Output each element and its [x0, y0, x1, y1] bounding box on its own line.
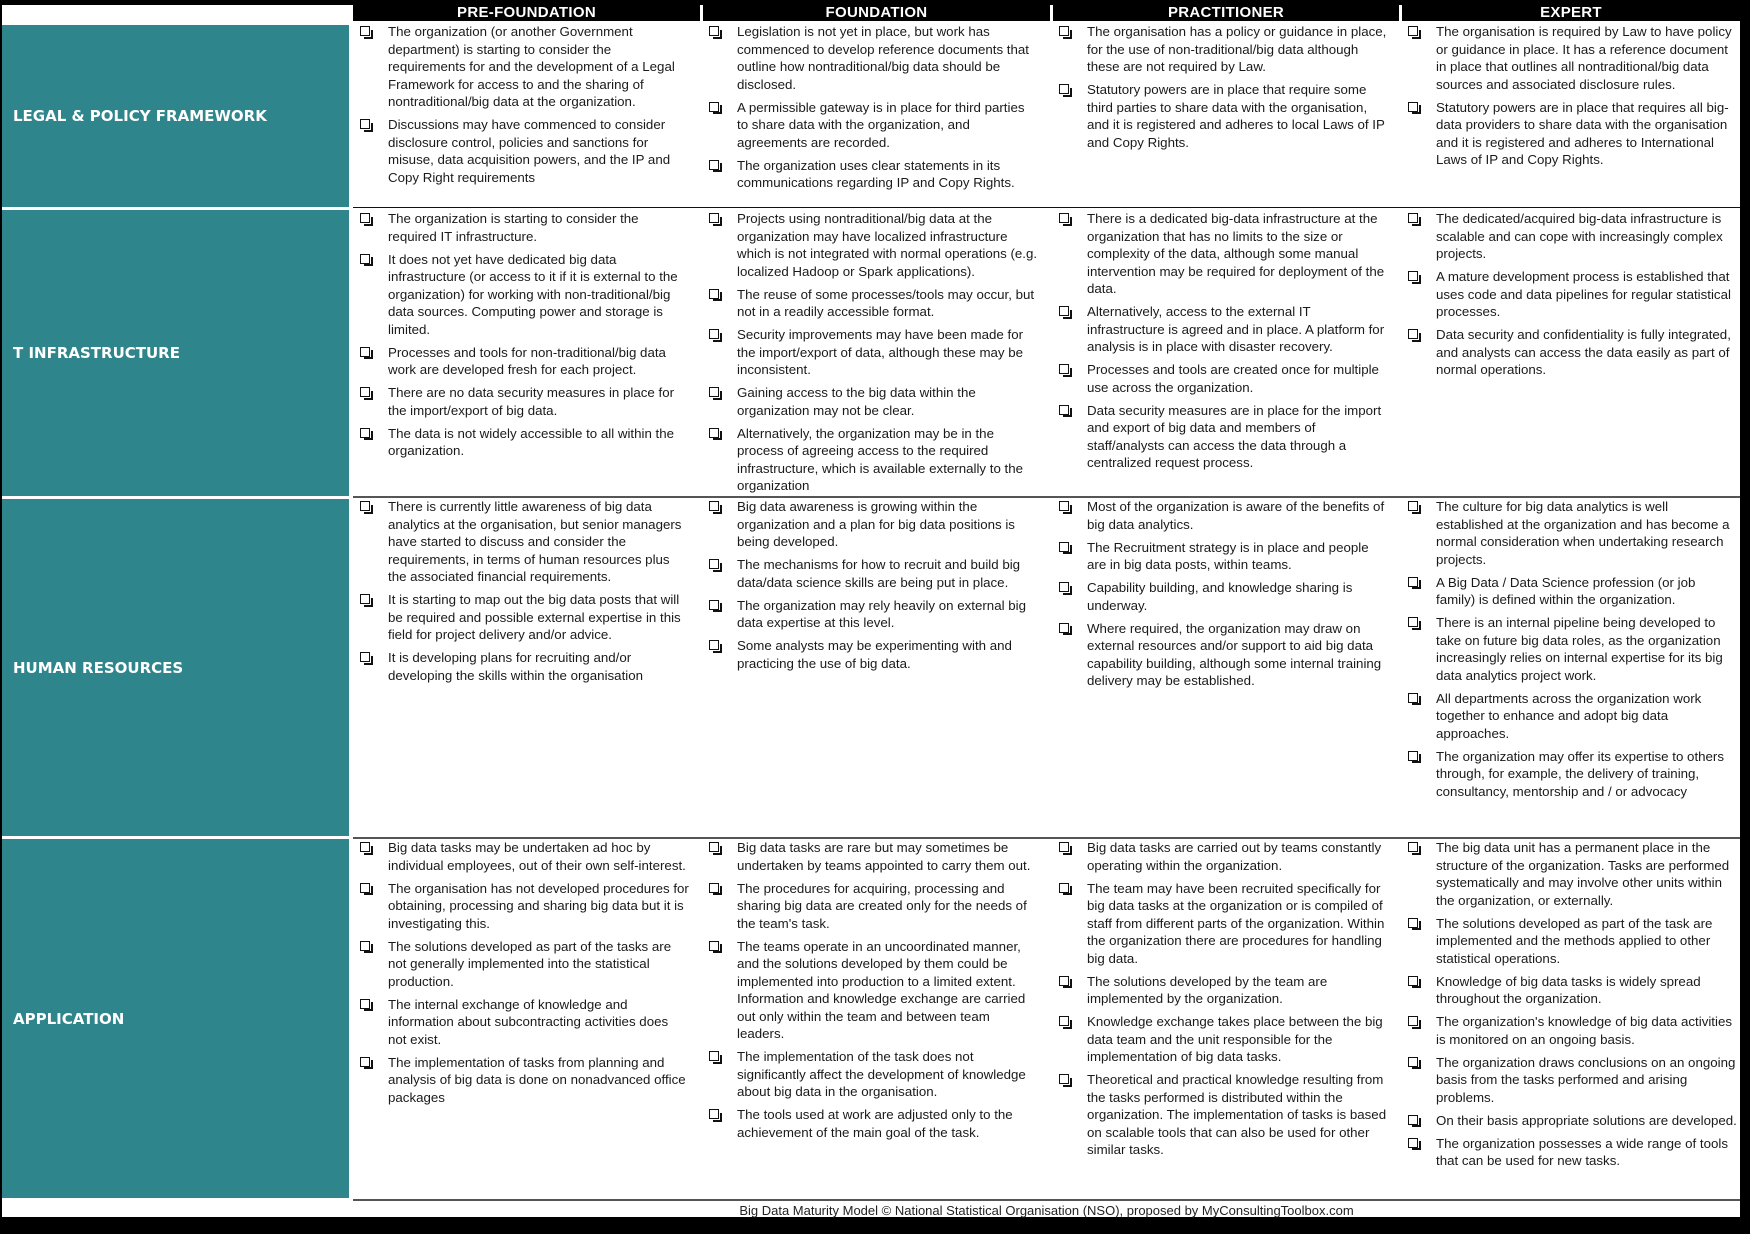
checklist-item[interactable]: A Big Data / Data Science profession (or job family) is defined within the organization. — [1408, 574, 1738, 609]
checkbox-icon[interactable] — [1059, 1016, 1069, 1026]
row-label-text: T INFRASTRUCTURE — [13, 344, 180, 362]
checkbox-icon[interactable] — [1408, 577, 1418, 587]
checkbox-icon[interactable] — [1408, 213, 1418, 223]
checklist-item[interactable]: The implementation of tasks from planning and analysis of big data is done on nonadvanced office packages — [360, 1054, 690, 1107]
cell-application-practitioner — [1059, 839, 1389, 1164]
row-label-application — [2, 839, 349, 1198]
checkbox-icon[interactable] — [1059, 26, 1069, 36]
checkbox-icon[interactable] — [709, 501, 719, 511]
checklist-item[interactable]: The organisation has not developed procedures for obtaining, processing and sharing big data but it is investigating this. — [360, 880, 690, 933]
checklist-item[interactable]: It is starting to map out the big data posts that will be required and possible external expertise in this field for project delivery and/or advice. — [360, 591, 690, 644]
checkbox-icon[interactable] — [1059, 976, 1069, 986]
checklist-item[interactable]: The team may have been recruited specifically for big data tasks at the organization or is compiled of staff from different parts of the organization. Within the organization there are procedures for handling big data. — [1059, 880, 1389, 968]
checklist-item[interactable]: Capability building, and knowledge sharing is underway. — [1059, 579, 1389, 614]
checklist-item[interactable]: Big data awareness is growing within the organization and a plan for big data positions is being developed. — [709, 498, 1039, 551]
cell-it-foundation — [709, 210, 1039, 500]
row-label-text: LEGAL & POLICY FRAMEWORK — [13, 107, 267, 125]
checkbox-icon[interactable] — [1408, 976, 1418, 986]
checkbox-icon[interactable] — [709, 102, 719, 112]
cell-it-pre-foundation — [360, 210, 690, 465]
cell-legal-expert — [1408, 23, 1738, 174]
checkbox-icon[interactable] — [1408, 329, 1418, 339]
cell-legal-pre-foundation — [360, 23, 690, 192]
checklist-item[interactable]: Big data tasks are rare but may sometimes be undertaken by teams appointed to carry them out. — [709, 839, 1039, 874]
checklist-item[interactable]: Where required, the organization may draw on external resources and/or support to aid big data capability building, although some internal training delivery may be established. — [1059, 620, 1389, 690]
checkbox-icon[interactable] — [360, 1057, 370, 1067]
checkbox-icon[interactable] — [1059, 842, 1069, 852]
checkbox-icon[interactable] — [360, 428, 370, 438]
checkbox-icon[interactable] — [1059, 623, 1069, 633]
cell-hr-pre-foundation — [360, 498, 690, 690]
maturity-model-page — [2, 5, 1740, 1217]
copyright-footer: Big Data Maturity Model © National Statistical Organisation (NSO), proposed by MyConsultingToolbox.com — [739, 1203, 1354, 1218]
cell-hr-foundation — [709, 498, 1039, 678]
checkbox-icon[interactable] — [1408, 102, 1418, 112]
cell-legal-foundation — [709, 23, 1039, 197]
checkbox-icon[interactable] — [360, 999, 370, 1009]
checklist-item[interactable]: Statutory powers are in place that require some third parties to share data with the organisation, and it is registered and adheres to local Laws of IP and Copy Rights. — [1059, 81, 1389, 151]
checklist-item[interactable]: Alternatively, the organization may be in the process of agreeing access to the required infrastructure, which is available externally to the organization — [709, 425, 1039, 495]
row-label-text: HUMAN RESOURCES — [13, 658, 184, 677]
checkbox-icon[interactable] — [1408, 1115, 1418, 1125]
checklist-item[interactable]: Alternatively, access to the external IT infrastructure is agreed and in place. A platform for analysis is in place with disaster recovery. — [1059, 303, 1389, 356]
checklist-item[interactable]: The culture for big data analytics is well established at the organization and has become a normal consideration when undertaking research projects. — [1408, 498, 1738, 568]
checkbox-icon[interactable] — [709, 213, 719, 223]
checkbox-icon[interactable] — [709, 26, 719, 36]
checkbox-icon[interactable] — [1408, 1016, 1418, 1026]
checkbox-icon[interactable] — [709, 559, 719, 569]
checklist-item[interactable]: The internal exchange of knowledge and information about subcontracting activities does not exist. — [360, 996, 690, 1049]
checklist-item[interactable]: The organization possesses a wide range of tools that can be used for new tasks. — [1408, 1135, 1738, 1170]
checklist-item[interactable]: It does not yet have dedicated big data infrastructure (or access to it if it is external to the organization) for working with non-traditional/big data sources. Computing power and storage is limited. — [360, 251, 690, 339]
checkbox-icon[interactable] — [1059, 405, 1069, 415]
checkbox-icon[interactable] — [360, 883, 370, 893]
column-header-pre-foundation: PRE-FOUNDATION — [457, 4, 596, 21]
checklist-item[interactable]: There is an internal pipeline being developed to take on future big data roles, as the organization increasingly relies on internal expertise for its big data analytics project work. — [1408, 614, 1738, 684]
checklist-item[interactable]: The mechanisms for how to recruit and build big data/data science skills are being put in place. — [709, 556, 1039, 591]
checklist-item[interactable]: The dedicated/acquired big-data infrastructure is scalable and can cope with increasingly complex projects. — [1408, 210, 1738, 263]
checkbox-icon[interactable] — [1408, 842, 1418, 852]
checklist-item[interactable]: The procedures for acquiring, processing and sharing big data are created only for the needs of the team's task. — [709, 880, 1039, 933]
checkbox-icon[interactable] — [709, 387, 719, 397]
checkbox-icon[interactable] — [1408, 271, 1418, 281]
checkbox-icon[interactable] — [360, 652, 370, 662]
checklist-item[interactable]: The organization is starting to consider the required IT infrastructure. — [360, 210, 690, 245]
checkbox-icon[interactable] — [1408, 751, 1418, 761]
cell-hr-expert — [1408, 498, 1738, 806]
cell-application-pre-foundation — [360, 839, 690, 1112]
checklist-item[interactable]: A permissible gateway is in place for third parties to share data with the organization, and agreements are recorded. — [709, 99, 1039, 152]
checkbox-icon[interactable] — [360, 347, 370, 357]
checkbox-icon[interactable] — [1059, 582, 1069, 592]
checkbox-icon[interactable] — [709, 428, 719, 438]
checkbox-icon[interactable] — [1408, 693, 1418, 703]
checklist-item[interactable]: The implementation of the task does not significantly affect the development of knowledge about big data in the organisation. — [709, 1048, 1039, 1101]
checklist-item[interactable]: The organisation has a policy or guidance in place, for the use of non-traditional/big data although these are not required by Law. — [1059, 23, 1389, 76]
checklist-item[interactable]: The organization uses clear statements in its communications regarding IP and Copy Rights. — [709, 157, 1039, 192]
checkbox-icon[interactable] — [1408, 617, 1418, 627]
checklist-item[interactable]: The organization may rely heavily on external big data expertise at this level. — [709, 597, 1039, 632]
checkbox-icon[interactable] — [1408, 501, 1418, 511]
checkbox-icon[interactable] — [1059, 501, 1069, 511]
checklist-item[interactable]: The organisation is required by Law to have policy or guidance in place. It has a reference document in place that outlines all nontraditional/big data sources and associated disclosure rules. — [1408, 23, 1738, 93]
checklist-item[interactable]: Gaining access to the big data within the organization may not be clear. — [709, 384, 1039, 419]
checkbox-icon[interactable] — [360, 842, 370, 852]
checkbox-icon[interactable] — [709, 329, 719, 339]
checklist-item[interactable]: The organization may offer its expertise to others through, for example, the delivery of training, consultancy, mentorship and / or advocacy — [1408, 748, 1738, 801]
column-header-expert: EXPERT — [1540, 4, 1602, 21]
checkbox-icon[interactable] — [709, 941, 719, 951]
checkbox-icon[interactable] — [1059, 364, 1069, 374]
checklist-item[interactable]: The data is not widely accessible to all within the organization. — [360, 425, 690, 460]
checkbox-icon[interactable] — [360, 213, 370, 223]
checkbox-icon[interactable] — [709, 640, 719, 650]
cell-hr-practitioner — [1059, 498, 1389, 695]
checklist-item[interactable]: Some analysts may be experimenting with and practicing the use of big data. — [709, 637, 1039, 672]
checklist-item[interactable]: The organization's knowledge of big data activities is monitored on an ongoing basis. — [1408, 1013, 1738, 1048]
row-divider — [353, 207, 1740, 208]
checkbox-icon[interactable] — [709, 883, 719, 893]
row-label-human-resources — [2, 499, 349, 836]
checklist-item[interactable]: Data security measures are in place for the import and export of big data and members of staff/analysts can access the data through a centralized request process. — [1059, 402, 1389, 472]
checkbox-icon[interactable] — [1408, 1138, 1418, 1148]
checkbox-icon[interactable] — [360, 119, 370, 129]
checklist-item[interactable]: The solutions developed as part of the tasks are not generally implemented into the statistical production. — [360, 938, 690, 991]
checklist-item[interactable]: Knowledge exchange takes place between the big data team and the unit responsible for the implementation of big data tasks. — [1059, 1013, 1389, 1066]
checklist-item[interactable]: Big data tasks may be undertaken ad hoc by individual employees, out of their own self-interest. — [360, 839, 690, 874]
checkbox-icon[interactable] — [709, 600, 719, 610]
cell-application-expert — [1408, 839, 1738, 1175]
checklist-item[interactable]: Processes and tools are created once for multiple use across the organization. — [1059, 361, 1389, 396]
checkbox-icon[interactable] — [709, 1051, 719, 1061]
checklist-item[interactable]: It is developing plans for recruiting and/or developing the skills within the organisation — [360, 649, 690, 684]
checklist-item[interactable]: Most of the organization is aware of the benefits of big data analytics. — [1059, 498, 1389, 533]
row-divider — [353, 1199, 1740, 1201]
column-header-practitioner: PRACTITIONER — [1167, 4, 1285, 21]
checklist-item[interactable]: Security improvements may have been made for the import/export of data, although these may be inconsistent. — [709, 326, 1039, 379]
checklist-item[interactable]: A mature development process is established that uses code and data pipelines for regular statistical processes. — [1408, 268, 1738, 321]
checklist-item[interactable]: Discussions may have commenced to consider disclosure control, policies and sanctions for misuse, data acquisition powers, and the IP and Copy Right requirements — [360, 116, 690, 186]
checklist-item[interactable]: All departments across the organization work together to enhance and adopt big data approaches. — [1408, 690, 1738, 743]
row-label-text: APPLICATION — [13, 1009, 125, 1028]
checklist-item[interactable]: Projects using nontraditional/big data at the organization may have localized infrastructure which is not integrated with normal operations (e.g. localized Hadoop or Spark applications). — [709, 210, 1039, 280]
checklist-item[interactable]: Data security and confidentiality is fully integrated, and analysts can access the data easily as part of normal operations. — [1408, 326, 1738, 379]
checklist-item[interactable]: The organization (or another Government department) is starting to consider the requirements for and the development of a Legal Framework for access to and the sharing of nontraditional/big data at the organization. — [360, 23, 690, 111]
checklist-item[interactable]: Knowledge of big data tasks is widely spread throughout the organization. — [1408, 973, 1738, 1008]
cell-legal-practitioner — [1059, 23, 1389, 157]
cell-it-practitioner — [1059, 210, 1389, 477]
checklist-item[interactable]: The reuse of some processes/tools may occur, but not in a readily accessible format. — [709, 286, 1039, 321]
checkbox-icon[interactable] — [709, 842, 719, 852]
checkbox-icon[interactable] — [1059, 542, 1069, 552]
checkbox-icon[interactable] — [1408, 918, 1418, 928]
checkbox-icon[interactable] — [709, 1109, 719, 1119]
cell-it-expert — [1408, 210, 1738, 384]
checkbox-icon[interactable] — [1059, 1074, 1069, 1084]
checklist-item[interactable]: There is currently little awareness of big data analytics at the organisation, but senior managers have started to discuss and consider the requirements, in terms of human resources plus the associated financial requirements. — [360, 498, 690, 586]
checklist-item[interactable]: Processes and tools for non-traditional/big data work are developed fresh for each project. — [360, 344, 690, 379]
checklist-item[interactable]: On their basis appropriate solutions are developed. — [1408, 1112, 1738, 1130]
column-header-foundation: FOUNDATION — [825, 4, 928, 21]
cell-application-foundation — [709, 839, 1039, 1147]
checkbox-icon[interactable] — [360, 941, 370, 951]
checkbox-icon[interactable] — [360, 254, 370, 264]
row-label-legal-policy — [2, 25, 349, 207]
row-label-it-infrastructure — [2, 210, 349, 496]
checkbox-icon[interactable] — [1059, 306, 1069, 316]
checklist-item[interactable]: There are no data security measures in place for the import/export of big data. — [360, 384, 690, 419]
checklist-item[interactable]: The Recruitment strategy is in place and people are in big data posts, within teams. — [1059, 539, 1389, 574]
checklist-item[interactable]: Legislation is not yet in place, but work has commenced to develop reference documents that outline how nontraditional/big data should be disclosed. — [709, 23, 1039, 93]
checklist-item[interactable]: The teams operate in an uncoordinated manner, and the solutions developed by them could be implemented into production to a limited extent. Information and knowledge exchange are carried out only within the team and between team leaders. — [709, 938, 1039, 1043]
checkbox-icon[interactable] — [709, 160, 719, 170]
checkbox-icon[interactable] — [1408, 26, 1418, 36]
checkbox-icon[interactable] — [1059, 883, 1069, 893]
checkbox-icon[interactable] — [360, 387, 370, 397]
checkbox-icon[interactable] — [360, 501, 370, 511]
checkbox-icon[interactable] — [1408, 1057, 1418, 1067]
checkbox-icon[interactable] — [360, 26, 370, 36]
checklist-item[interactable]: The big data unit has a permanent place in the structure of the organization. Tasks are performed systematically and may involve other units within the organization, or externally. — [1408, 839, 1738, 909]
checklist-item[interactable]: The organization draws conclusions on an ongoing basis from the tasks performed and arising problems. — [1408, 1054, 1738, 1107]
checklist-item[interactable]: Big data tasks are carried out by teams constantly operating within the organization. — [1059, 839, 1389, 874]
checklist-item[interactable]: Theoretical and practical knowledge resulting from the tasks performed is distributed within the organization. The implementation of tasks is based on scalable tools that can also be used for other similar tasks. — [1059, 1071, 1389, 1159]
checklist-item[interactable]: Statutory powers are in place that requires all big-data providers to share data with the organisation and it is registered and adheres to International Laws of IP and Copy Rights. — [1408, 99, 1738, 169]
checklist-item[interactable]: There is a dedicated big-data infrastructure at the organization that has no limits to the size or complexity of the data, although some manual intervention may be required for deployment of the data. — [1059, 210, 1389, 298]
checkbox-icon[interactable] — [1059, 213, 1069, 223]
checkbox-icon[interactable] — [709, 289, 719, 299]
checklist-item[interactable]: The solutions developed by the team are implemented by the organization. — [1059, 973, 1389, 1008]
checklist-item[interactable]: The tools used at work are adjusted only to the achievement of the main goal of the task. — [709, 1106, 1039, 1141]
checkbox-icon[interactable] — [360, 594, 370, 604]
checklist-item[interactable]: The solutions developed as part of the task are implemented and the methods applied to other statistical operations. — [1408, 915, 1738, 968]
checkbox-icon[interactable] — [1059, 84, 1069, 94]
